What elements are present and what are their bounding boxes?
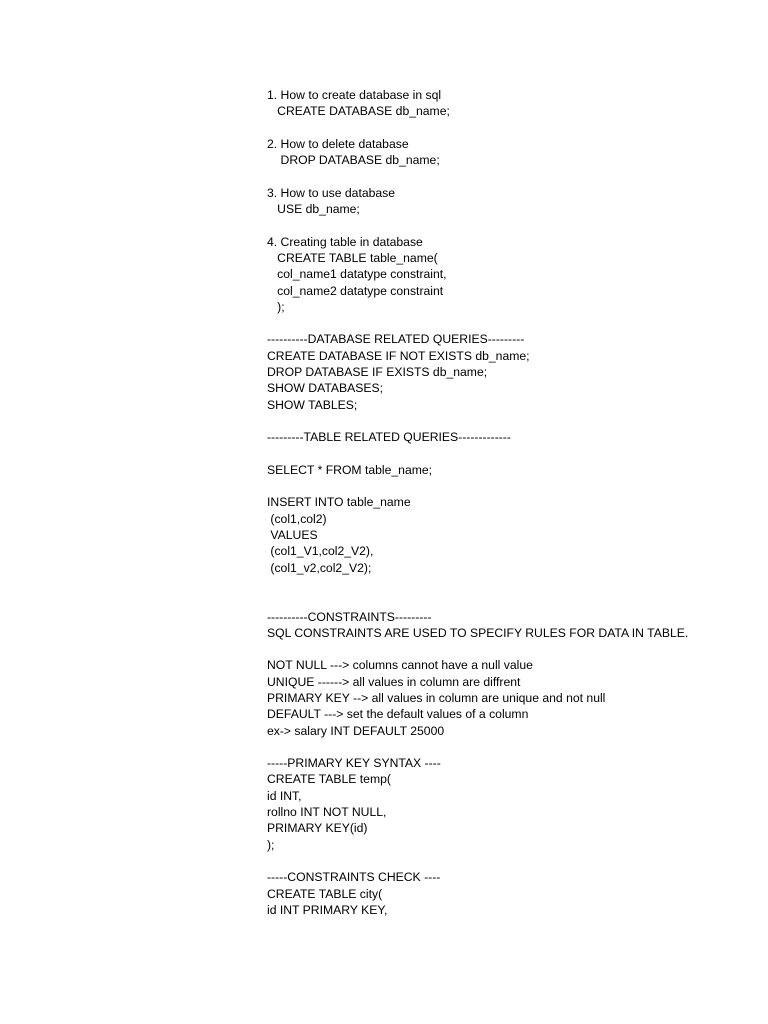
text-line: INSERT INTO table_name <box>267 495 411 510</box>
text-line: DROP DATABASE db_name; <box>267 153 440 168</box>
text-line <box>267 120 747 136</box>
text-line: -----CONSTRAINTS CHECK ---- <box>267 870 441 885</box>
text-line: DROP DATABASE IF EXISTS db_name; <box>267 365 488 380</box>
text-line: NOT NULL ---> columns cannot have a null value <box>267 658 533 673</box>
text-line: col_name2 datatype constraint <box>267 283 444 298</box>
text-line: rollno INT NOT NULL, <box>267 805 387 820</box>
text-line <box>267 576 747 592</box>
text-line: ----------DATABASE RELATED QUERIES--------- <box>267 332 525 347</box>
document-text <box>267 87 747 918</box>
text-line: CREATE DATABASE db_name; <box>267 104 450 119</box>
text-line: 2. How to delete database <box>267 136 409 151</box>
text-line: ex-> salary INT DEFAULT 25000 <box>267 723 445 738</box>
text-line: VALUES <box>267 528 318 543</box>
text-line <box>267 739 747 755</box>
text-line <box>267 413 747 429</box>
text-line <box>267 853 747 869</box>
text-line <box>267 217 747 233</box>
text-line: ); <box>267 299 285 314</box>
text-line: id INT PRIMARY KEY, <box>267 902 388 917</box>
text-line: CREATE TABLE city( <box>267 886 383 901</box>
text-line <box>267 446 747 462</box>
text-line: 3. How to use database <box>267 185 396 200</box>
text-line <box>267 641 747 657</box>
text-line: PRIMARY KEY(id) <box>267 821 368 836</box>
text-line <box>267 592 747 608</box>
text-line <box>267 168 747 184</box>
text-line: SHOW DATABASES; <box>267 381 384 396</box>
text-line: UNIQUE ------> all values in column are diffrent <box>267 674 521 689</box>
text-line: CREATE TABLE table_name( <box>267 250 438 265</box>
text-line: (col1,col2) <box>267 511 327 526</box>
text-line: PRIMARY KEY --> all values in column are unique and not null <box>267 690 606 705</box>
text-line: SQL CONSTRAINTS ARE USED TO SPECIFY RULES FOR DATA IN TABLE. <box>267 625 689 640</box>
text-line: id INT, <box>267 788 302 803</box>
text-line: col_name1 datatype constraint, <box>267 267 447 282</box>
text-line: CREATE TABLE temp( <box>267 772 391 787</box>
text-line: DEFAULT ---> set the default values of a column <box>267 707 529 722</box>
text-line: SHOW TABLES; <box>267 397 358 412</box>
text-line: USE db_name; <box>267 202 360 217</box>
text-line: ---------TABLE RELATED QUERIES------------- <box>267 430 511 445</box>
text-line: CREATE DATABASE IF NOT EXISTS db_name; <box>267 348 530 363</box>
text-line: -----PRIMARY KEY SYNTAX ---- <box>267 756 441 771</box>
text-line: SELECT * FROM table_name; <box>267 462 433 477</box>
text-line <box>267 478 747 494</box>
text-line: (col1_v2,col2_V2); <box>267 560 372 575</box>
text-line: 4. Creating table in database <box>267 234 423 249</box>
text-line: (col1_V1,col2_V2), <box>267 544 374 559</box>
text-line <box>267 315 747 331</box>
text-line: ); <box>267 837 275 852</box>
text-line: ----------CONSTRAINTS--------- <box>267 609 432 624</box>
text-line: 1. How to create database in sql <box>267 88 442 102</box>
